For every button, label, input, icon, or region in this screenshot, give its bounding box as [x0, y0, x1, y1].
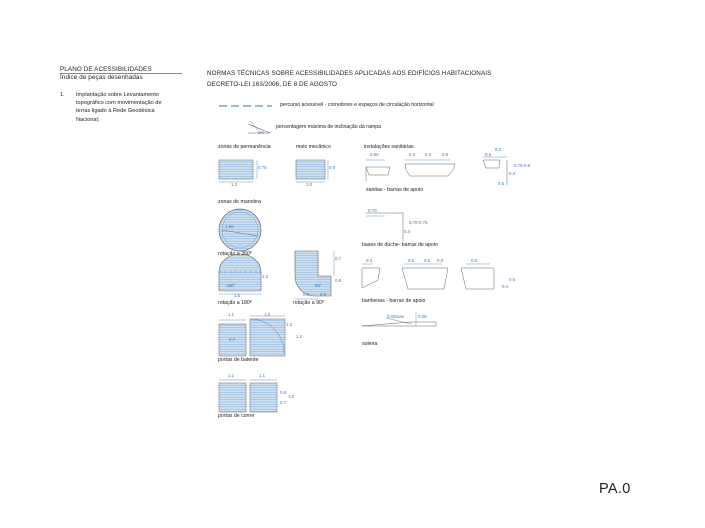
label-rot90: rotação a 90º — [293, 300, 324, 306]
dim-text: 1.2 — [262, 274, 269, 279]
dim-text: 0.4 — [404, 229, 411, 234]
label-batente: portas de batente — [218, 357, 259, 363]
dim-text: 0.3 — [437, 258, 444, 263]
dim-text: 180º — [226, 283, 235, 288]
dim-text: 0.3 — [366, 258, 373, 263]
dim-text: 0.8 — [329, 165, 336, 170]
mecanico-zone — [296, 160, 328, 182]
dim-text: 1.2 — [231, 182, 238, 187]
rotation-360-circle — [219, 209, 261, 251]
dim-text: 0.4 — [509, 171, 516, 176]
dim-text: 0.6 — [320, 292, 327, 297]
index-item-line: topográfico com movimentação de — [76, 100, 162, 107]
label-banheiras: banheiras - barras de apoio — [362, 298, 426, 304]
label-correr: portas de correr — [218, 413, 255, 419]
dim-text: 1.0 — [306, 182, 313, 187]
dim-text: 0.05 — [418, 314, 427, 319]
sliding-door-zones — [219, 380, 277, 412]
decree-title: DECRETO-LEI 163/2006, DE 8 DE AGOSTO — [207, 81, 338, 88]
dim-text: 1.4 — [264, 312, 271, 317]
dim-text: 1.1 — [228, 312, 235, 317]
dim-text: 0.4 — [502, 284, 509, 289]
permanencia-zone — [219, 160, 257, 182]
dim-text: 0.75-0.8 — [514, 163, 531, 168]
label-sanitas: sanitas - barras de apoio — [366, 187, 424, 193]
dim-text: 0.2 — [495, 147, 502, 152]
dim-text: 0.7 — [280, 400, 287, 405]
dim-text: 0.6 — [509, 277, 516, 282]
dim-text: 1.1 — [228, 373, 235, 378]
sheet-code: PA.0 — [599, 481, 631, 497]
legend-ramp-label: percentagem máxima de inclinação da rampa — [276, 124, 381, 130]
dim-text: 1.2 — [286, 322, 293, 327]
ramp-value: 6% — [258, 130, 265, 135]
dim-text: 0.6 — [424, 258, 431, 263]
index-item-line: Implantação sobre Levantamento — [76, 92, 160, 98]
rotation-180-shape — [219, 254, 261, 294]
dim-text: 1.50 — [225, 224, 234, 229]
dim-text: 0.5 — [498, 181, 505, 186]
label-rot360: rotação a 360º — [218, 251, 252, 257]
dim-text: 0.8 — [280, 390, 287, 395]
norms-title: NORMAS TÉCNICAS SOBRE ACESSIBILIDADES APLICADAS AOS EDIFÍCIOS HABITACIONAIS — [207, 70, 492, 77]
index-item-number: 1. — [60, 92, 65, 98]
index-item-line: Nacional; — [76, 116, 100, 123]
label-permanencia: zonas de permanência — [218, 144, 271, 150]
label-mecanico: meio mecânico — [296, 144, 331, 150]
toilet-grab-bars — [366, 157, 507, 185]
dim-text: 0.6 — [408, 258, 415, 263]
dim-text: 0.70-0.75 — [409, 220, 428, 225]
dim-text: 0.8 — [335, 278, 342, 283]
index-subtitle: Índice de peças desenhadas — [60, 74, 143, 81]
dim-text: 0.6 — [471, 258, 478, 263]
label-soleira: soleira — [362, 341, 378, 347]
dim-text: 0.9 — [303, 292, 310, 297]
dim-text: 0.7 — [229, 337, 236, 342]
dim-text: 0.7 — [335, 256, 342, 261]
rotation-90-shape — [295, 251, 334, 299]
dim-text: 0.75 — [258, 165, 267, 170]
dim-text: 0.02max — [387, 314, 404, 319]
index-item-line: terras ligado à Rede Geodésica — [76, 108, 155, 115]
dim-text: 0.3 — [409, 152, 416, 157]
legend-path-label: percurso acessível - corredores e espaços de circulação horizontal — [280, 102, 434, 108]
dim-text: 1.2 — [296, 334, 303, 339]
index-title: PLANO DE ACESSIBILIDADES — [60, 66, 152, 73]
dim-text: 0.70 — [368, 208, 377, 213]
dim-text: 0.3 — [425, 152, 432, 157]
dim-text: 0.5 — [485, 152, 492, 157]
dim-text: 1.5 — [234, 293, 241, 298]
label-manobra: zonas de manobra — [218, 199, 261, 205]
label-duche: bases de duche- barras de apoio — [362, 242, 438, 248]
label-sanitarias: instalações sanitárias — [364, 144, 414, 150]
bathtub-grab-bars — [362, 264, 494, 289]
shower-grab-bars — [366, 213, 403, 241]
dim-text: 0.8 — [442, 152, 449, 157]
dim-text: 0.80 — [370, 152, 379, 157]
swing-door-zones — [219, 316, 285, 356]
label-rot180: rotação a 180º — [218, 300, 252, 306]
dim-text: 1.0 — [288, 394, 295, 399]
dim-text: 90º — [315, 283, 322, 288]
dim-text: 1.1 — [259, 373, 266, 378]
